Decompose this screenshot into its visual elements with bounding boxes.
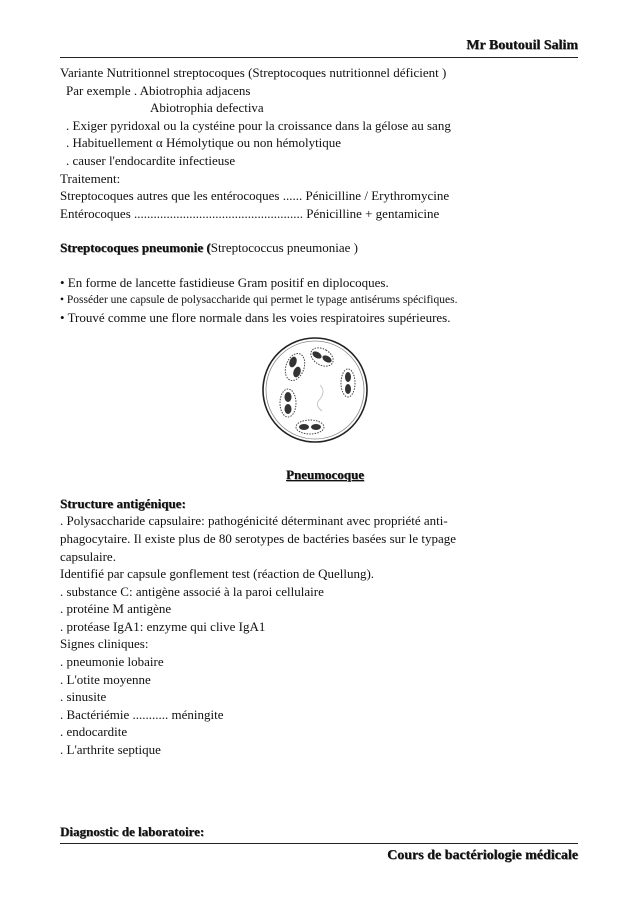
text-line: Traitement: xyxy=(60,170,121,186)
section-heading-structure: Structure antigénique: xyxy=(60,495,186,511)
text-line: . pneumonie lobaire xyxy=(60,654,164,670)
bullet-item: • En forme de lancette fastidieuse Gram positif en diplocoques. xyxy=(60,274,389,290)
figure-caption: Pneumocoque xyxy=(286,466,364,482)
section-heading-pneumo xyxy=(60,239,590,257)
body-content xyxy=(60,64,590,840)
text-line: Signes cliniques: xyxy=(60,636,149,652)
text-line: capsulaire. xyxy=(60,548,116,564)
text-line: . L'otite moyenne xyxy=(60,671,151,687)
text-line: . L'arthrite septique xyxy=(60,742,161,758)
footer-course: Cours de bactériologie médicale xyxy=(387,848,578,863)
text-line: . causer l'endocardite infectieuse xyxy=(66,152,236,168)
text-line: . protéine M antigène xyxy=(60,601,172,617)
text-line: . endocardite xyxy=(60,724,128,740)
text-line: . protéase IgA1: enzyme qui clive IgA1 xyxy=(60,618,266,634)
text-line: Par exemple . Abiotrophia adjacens xyxy=(66,82,251,98)
bullet-item: • Posséder une capsule de polysaccharide qui permet le typage antisérums spécifiques. xyxy=(60,293,458,306)
heading-rest: Streptococcus pneumoniae ) xyxy=(210,240,359,256)
text-line: Entérocoques .................................................... Pénicilline + gentamicine xyxy=(60,205,440,221)
text-line: Abiotrophia defectiva xyxy=(150,100,264,116)
pneumococcus-figure xyxy=(60,335,590,485)
text-line: Streptocoques autres que les entérocoques ...... Pénicilline / Erythromycine xyxy=(60,188,450,204)
bullet-item: • Trouvé comme une flore normale dans les voies respiratoires supérieures. xyxy=(60,310,451,326)
text-line: Identifié par capsule gonflement test (réaction de Quellung). xyxy=(60,566,375,582)
text-line: . substance C: antigène associé à la paroi cellulaire xyxy=(60,583,324,599)
text-line: phagocytaire. Il existe plus de 80 serotypes de bactéries basées sur le typage xyxy=(60,530,456,546)
header-author: Mr Boutouil Salim xyxy=(466,38,578,53)
text-line: . sinusite xyxy=(60,689,107,705)
section-heading-diagnostic: Diagnostic de laboratoire: xyxy=(60,823,205,839)
footer-rule xyxy=(60,843,578,844)
pneumococcus-illustration xyxy=(260,335,370,445)
text-line: . Bactériémie ........... méningite xyxy=(60,706,224,722)
heading-bold: Streptocoques pneumonie ( xyxy=(60,240,211,256)
text-line: . Habituellement α Hémolytique ou non hémolytique xyxy=(66,135,342,151)
text-line: Variante Nutritionnel streptocoques (Streptocoques nutritionnel déficient ) xyxy=(60,65,447,80)
header-rule xyxy=(60,57,578,58)
text-line: . Polysaccharide capsulaire: pathogénicité déterminant avec propriété anti- xyxy=(60,513,448,529)
text-line: . Exiger pyridoxal ou la cystéine pour la croissance dans la gélose au sang xyxy=(66,117,451,133)
